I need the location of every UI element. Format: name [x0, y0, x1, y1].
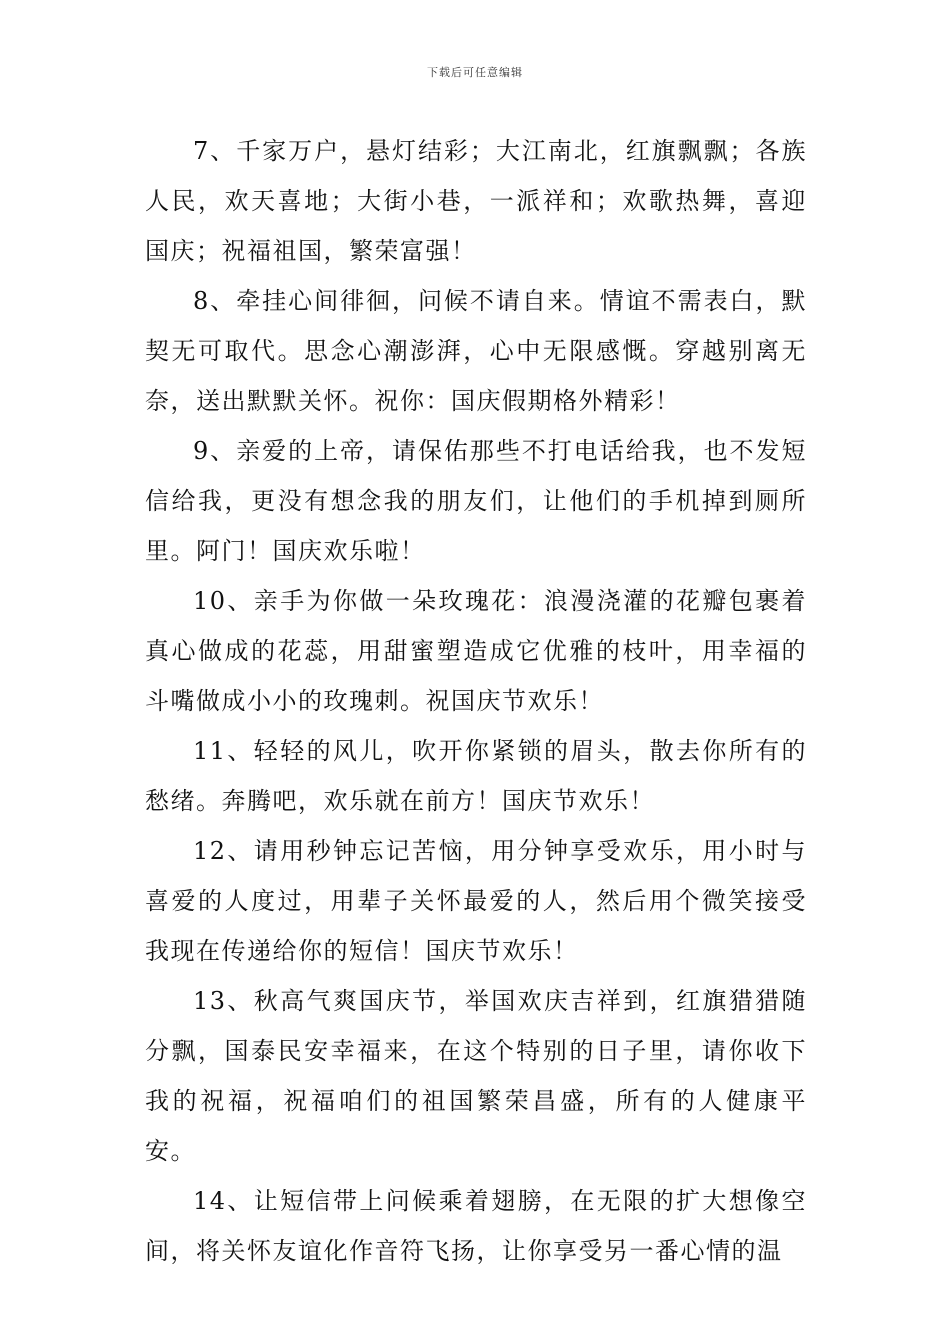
paragraph-9: 9、亲爱的上帝，请保佑那些不打电话给我，也不发短信给我，更没有想念我的朋友们，让他们的手机掉到厕所里。阿门！国庆欢乐啦！ — [145, 437, 807, 565]
paragraph-14: 14、让短信带上问候乘着翅膀，在无限的扩大想像空间，将关怀友谊化作音符飞扬，让你享受另一番心情的温 — [145, 1187, 807, 1265]
paragraph-11: 11、轻轻的风儿，吹开你紧锁的眉头，散去你所有的愁绪。奔腾吧，欢乐就在前方！国庆节欢乐！ — [145, 737, 807, 815]
paragraph-8: 8、牵挂心间徘徊，问候不请自来。情谊不需表白，默契无可取代。思念心潮澎湃，心中无限感慨。穿越别离无奈，送出默默关怀。祝你：国庆假期格外精彩！ — [145, 287, 807, 415]
paragraph-7: 7、千家万户，悬灯结彩；大江南北，红旗飘飘；各族人民，欢天喜地；大街小巷，一派祥和；欢歌热舞，喜迎国庆；祝福祖国，繁荣富强！ — [145, 137, 807, 265]
paragraph-12: 12、请用秒钟忘记苦恼，用分钟享受欢乐，用小时与喜爱的人度过，用辈子关怀最爱的人，然后用个微笑接受我现在传递给你的短信！国庆节欢乐！ — [145, 837, 807, 965]
document-body — [145, 126, 807, 1276]
page-header-note: 下载后可任意编辑 — [427, 66, 523, 79]
paragraph-13: 13、秋高气爽国庆节，举国欢庆吉祥到，红旗猎猎随分飘，国泰民安幸福来，在这个特别的日子里，请你收下我的祝福，祝福咱们的祖国繁荣昌盛，所有的人健康平安。 — [145, 987, 807, 1165]
paragraph-10: 10、亲手为你做一朵玫瑰花：浪漫浇灌的花瓣包裹着真心做成的花蕊，用甜蜜塑造成它优雅的枝叶，用幸福的斗嘴做成小小的玫瑰刺。祝国庆节欢乐！ — [145, 587, 807, 715]
